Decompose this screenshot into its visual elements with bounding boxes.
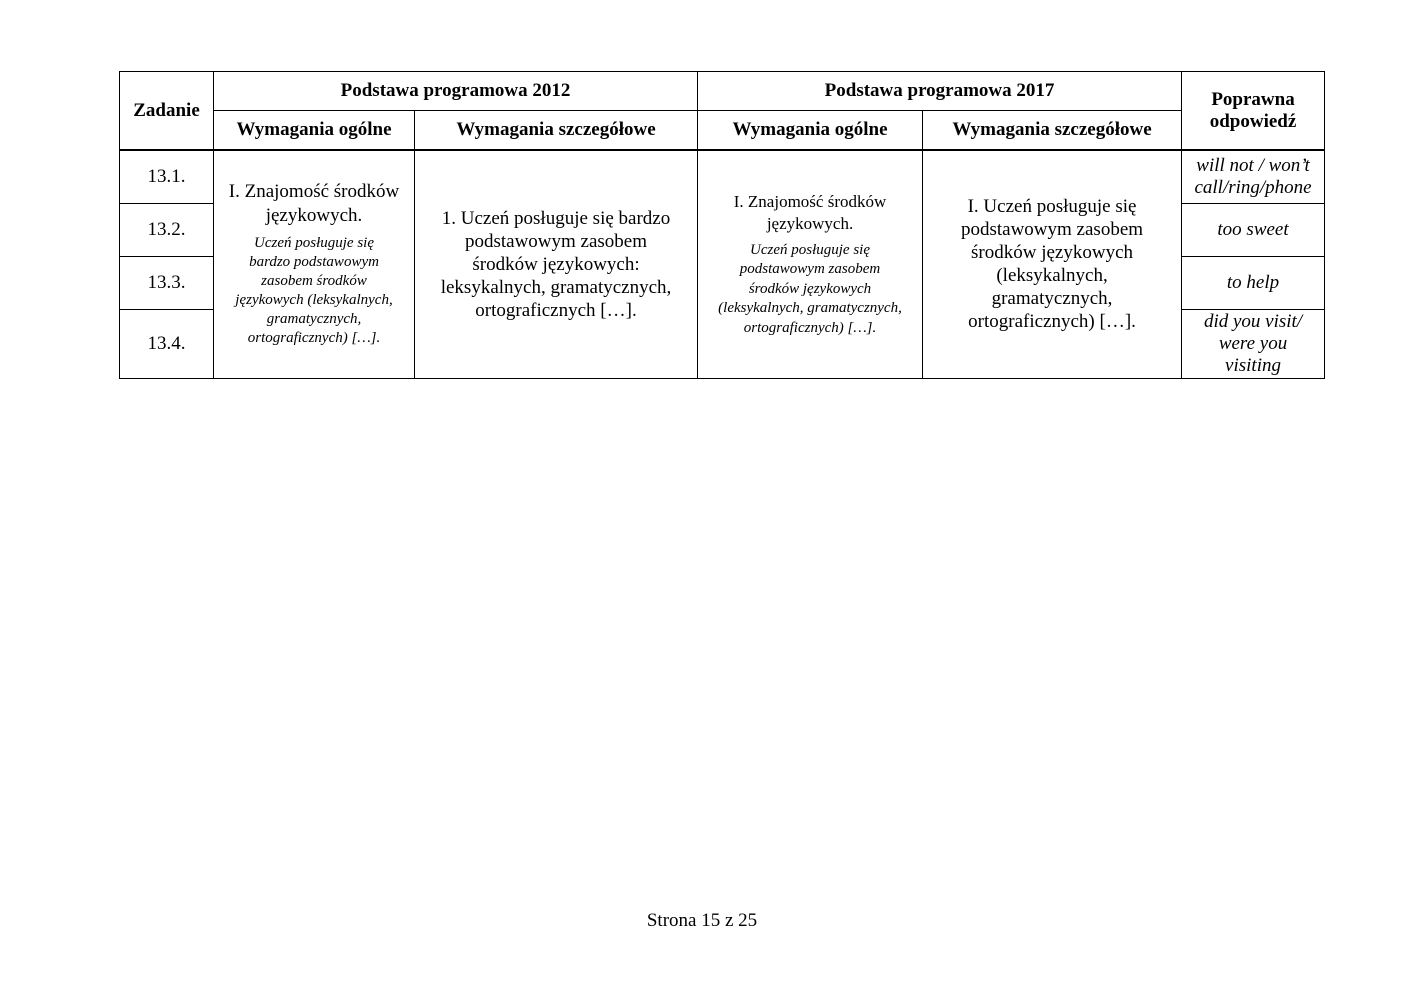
pp2017-szczegolowe-line6: ortograficznych) […]. — [968, 311, 1136, 333]
header-2017-wymagania-szczegolowe: Wymagania szczegółowe — [923, 111, 1182, 151]
pp2012-szczegolowe-line3: środków językowych: — [472, 253, 640, 275]
pp2017-szczegolowe-line4: (leksykalnych, — [996, 265, 1108, 287]
page-number-footer: Strona 15 z 25 — [646, 910, 758, 931]
pp2017-szczegolowe-line3: środków językowych — [971, 242, 1134, 264]
answer-line1: to help — [1226, 271, 1280, 293]
requirements-table — [119, 71, 1325, 379]
answer-line1: too sweet — [1217, 218, 1289, 240]
row-number: 13.4. — [120, 309, 214, 378]
pp2017-ogolne-sub-line4: (leksykalnych, gramatycznych, — [718, 300, 902, 316]
pp2017-ogolne-main-line2: językowych. — [766, 213, 854, 233]
pp2012-ogolne-sub-line2: bardzo podstawowym — [249, 254, 379, 271]
pp2012-ogolne-sub-line5: gramatycznych, — [266, 311, 362, 328]
pp2017-szczegolowe-line2: podstawowym zasobem — [960, 219, 1144, 241]
pp2017-wymagania-ogolne-cell — [698, 150, 923, 378]
pp2017-wymagania-szczegolowe-cell — [923, 150, 1182, 378]
pp2017-szczegolowe-line1: I. Uczeń posługuje się — [967, 196, 1137, 218]
row-number: 13.2. — [120, 203, 214, 256]
header-pp2012: Podstawa programowa 2012 — [214, 72, 698, 111]
answer-line1: did you visit/ — [1203, 310, 1303, 332]
pp2017-ogolne-sub-line2: podstawowym zasobem — [739, 261, 881, 277]
header-2012-wymagania-ogolne: Wymagania ogólne — [214, 111, 415, 151]
pp2017-ogolne-sub-line3: środków językowych — [748, 280, 872, 297]
answer-line2: were you — [1218, 332, 1288, 354]
header-poprawna-odpowiedz — [1182, 72, 1325, 151]
pp2012-szczegolowe-line2: podstawowym zasobem — [464, 230, 648, 252]
header-2017-wymagania-ogolne: Wymagania ogólne — [698, 111, 923, 151]
header-zadanie: Zadanie — [120, 72, 214, 151]
pp2012-szczegolowe-line1: 1. Uczeń posługuje się bardzo — [441, 207, 671, 229]
header-poprawna-line1: Poprawna — [1211, 88, 1295, 110]
answer-line1: will not / won’t — [1196, 154, 1310, 176]
pp2012-wymagania-ogolne-cell — [214, 150, 415, 378]
answer-cell — [1182, 203, 1325, 256]
header-pp2017: Podstawa programowa 2017 — [698, 72, 1182, 111]
row-number: 13.3. — [120, 256, 214, 309]
answer-line2: call/ring/phone — [1194, 176, 1312, 198]
pp2012-ogolne-sub-line4: językowych (leksykalnych, — [235, 292, 393, 309]
pp2017-ogolne-main-line1: I. Znajomość środków — [733, 191, 887, 211]
pp2012-ogolne-sub-line1: Uczeń posługuje się — [254, 235, 374, 252]
answer-cell — [1182, 256, 1325, 309]
pp2012-szczegolowe-line5: ortograficznych […]. — [475, 299, 637, 321]
header-poprawna-line2: odpowiedź — [1209, 110, 1297, 132]
header-2012-wymagania-szczegolowe: Wymagania szczegółowe — [415, 111, 698, 151]
pp2017-ogolne-sub-line1: Uczeń posługuje się — [750, 241, 870, 258]
pp2017-ogolne-sub-line5: ortograficznych) […]. — [743, 319, 877, 336]
pp2012-ogolne-main-line1: I. Znajomość środków — [228, 181, 400, 203]
answer-cell — [1182, 150, 1325, 203]
pp2012-szczegolowe-line4: leksykalnych, gramatycznych, — [440, 276, 672, 298]
pp2012-ogolne-main-line2: językowych. — [265, 205, 363, 227]
pp2012-ogolne-sub-line3: zasobem środków — [261, 273, 367, 290]
answer-cell — [1182, 309, 1325, 378]
pp2012-ogolne-sub-line6: ortograficznych) […]. — [247, 330, 381, 347]
pp2017-szczegolowe-line5: gramatycznych, — [991, 288, 1113, 310]
pp2012-wymagania-szczegolowe-cell — [415, 150, 698, 378]
answer-line3: visiting — [1225, 354, 1281, 376]
row-number: 13.1. — [120, 150, 214, 203]
